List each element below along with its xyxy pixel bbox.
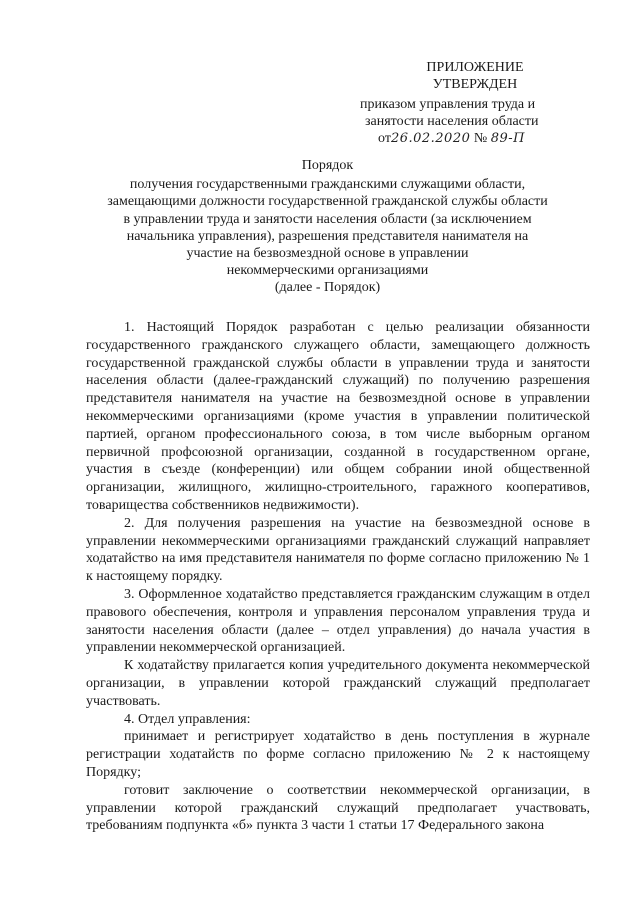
title-line: участие на безвозмездной основе в управлении [186, 246, 469, 262]
number-sign: № [473, 131, 488, 146]
title-line: получения государственными гражданскими служащими области, [129, 177, 526, 193]
paragraph-4-item-2: готовит заключение о соответствии некоммерческой организации, в управлении которой гражданский служащий предполагает участвовать, требованиям подпункта «б» пункта 3 части 1 статьи 17 Федерального закона [86, 782, 590, 834]
paragraph-3: 3. Оформленное ходатайство представляется гражданским служащим в отдел правового обеспечения, контроля и управления персоналом управления труда и занятости населения области (далее – отдел управления) до начала участия в управлении некоммерческой организацией. [86, 586, 590, 656]
handwritten-number: 89-П [490, 131, 526, 146]
document-body [86, 319, 590, 835]
paragraph-1: 1. Настоящий Порядок разработан с целью реализации обязанности государственного гражданского служащего области, замещающего должность государственной гражданской службы области в управлении труда и занятости населения области (далее-гражданский служащий) по получению разрешения представителя нанимателя на участие на безвозмездной основе в управлении некоммерческими организациями (кроме участия в управлении политической партией, органом профессионального союза, в том числе выборным органом первичной профсоюзной организации, созданной в государственном органе, участия в съезде (конференции) или общем собрании иной общественной организации, жилищного, жилищно-строительного, гаражного кооперативов, товарищества собственников недвижимости). [86, 320, 590, 513]
title-heading: Порядок [301, 158, 354, 173]
title-line: начальника управления), разрешения представителя нанимателя на [126, 228, 529, 244]
document-title [100, 157, 555, 297]
title-line: в управлении труда и занятости населения области (за исключением [123, 211, 532, 227]
paragraph-2: 2. Для получения разрешения на участие на безвозмездной основе в управлении некоммерческими организациями гражданский служащий направляет ходатайство на имя представителя нанимателя по форме согласно приложению № 1 к настоящему порядку. [86, 515, 590, 585]
appendix-label: ПРИЛОЖЕНИЕ [426, 60, 524, 75]
paragraph-4-item-1: принимает и регистрирует ходатайство в день поступления в журнале регистрации ходатайств по форме согласно приложению № 2 к настоящему Порядку; [86, 729, 590, 780]
title-line: некоммерческими организациями [226, 263, 429, 279]
title-line: замещающими должности государственной гражданской службы области [107, 194, 548, 210]
handwritten-date: 26.02.2020 [390, 131, 471, 146]
order-line-1: приказом управления труда и [360, 97, 536, 112]
title-line: (далее - Порядок) [274, 280, 381, 296]
order-date-number [378, 131, 618, 148]
paragraph-3-attachment: К ходатайству прилагается копия учредительного документа некоммерческой организации, в управлении которой гражданский служащий предполагает участвовать. [86, 658, 590, 709]
from-prefix: от [378, 131, 391, 146]
approved-label: УТВЕРЖДЕН [432, 77, 518, 92]
paragraph-4: 4. Отдел управления: [124, 711, 251, 727]
order-line-2: занятости населения области [365, 114, 539, 129]
